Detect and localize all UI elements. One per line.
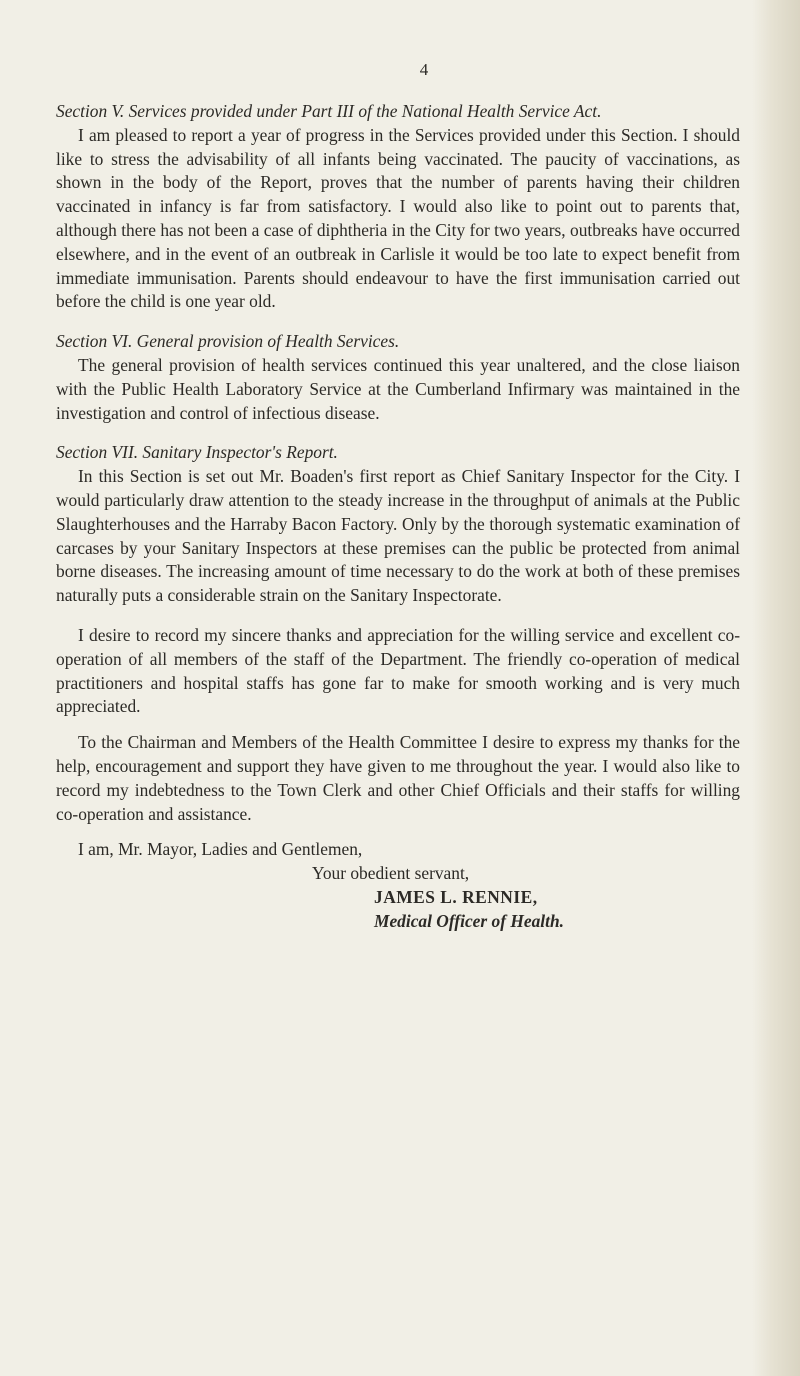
page-edge-shadow [752, 0, 800, 1376]
section-v-body: I am pleased to report a year of progress in the Services provided under this Section. I should like to stress the advisability of all infants being vaccinated. The paucity of vaccinations, as shown in the body of the Report, proves that the number of parents having their children vaccinated in infancy is far from satisfactory. I would also like to point out to parents that, although there has not been a case of diphtheria in the City for two years, outbreaks have occurred elsewhere, and in the event of an outbreak in Carlisle it would be too late to expect benefit from immediate immunisation. Parents should endeavour to have the first immunisation carried out before the child is one year old. [56, 124, 740, 312]
valediction: Your obedient servant, [312, 863, 470, 884]
section-vi [56, 330, 740, 425]
signatory-title: Medical Officer of Health. [374, 910, 564, 931]
section-v [56, 100, 740, 314]
section-vii-heading: Section VII. Sanitary Inspector's Report. [56, 442, 338, 463]
signatory-name: JAMES L. RENNIE, [374, 886, 538, 907]
section-vii-body: In this Section is set out Mr. Boaden's first report as Chief Sanitary Inspector for the City. I would particularly draw attention to the steady increase in the throughput of animals at the Public Slaughterhouses and the Harraby Bacon Factory. Only by the thorough systematic examination of carcases by your Sanitary Inspectors at these premises can the public be protected from animal borne diseases. The increasing amount of time necessary to do the work at both of these premises naturally puts a considerable strain on the Sanitary Inspectorate. [56, 466, 740, 606]
page-number: 4 [419, 60, 429, 79]
signature-block [56, 838, 740, 933]
section-vi-heading: Section VI. General provision of Health Services. [56, 331, 400, 352]
section-vii [56, 441, 740, 608]
section-v-heading: Section V. Services provided under Part III of the National Health Service Act. [56, 101, 602, 121]
section-vi-body: The general provision of health services continued this year unaltered, and the close liaison with the Public Health Laboratory Service at the Cumberland Infirmary was maintained in the investigation and control of infectious disease. [56, 354, 740, 423]
thanks-staff-paragraph: I desire to record my sincere thanks and appreciation for the willing service and excellent co-operation of all members of the staff of the Department. The friendly co-operation of medical practitioners and hospital staffs has gone far to make for smooth working and is very much appreciated. [56, 624, 740, 717]
thanks-committee-paragraph: To the Chairman and Members of the Health Committee I desire to express my thanks for the help, encouragement and support they have given to me throughout the year. I would also like to record my indebtedness to the Town Clerk and other Chief Officials and their staffs for willing co-operation and assistance. [56, 732, 740, 824]
document-body [56, 100, 740, 934]
salutation: I am, Mr. Mayor, Ladies and Gentlemen, [78, 839, 363, 860]
